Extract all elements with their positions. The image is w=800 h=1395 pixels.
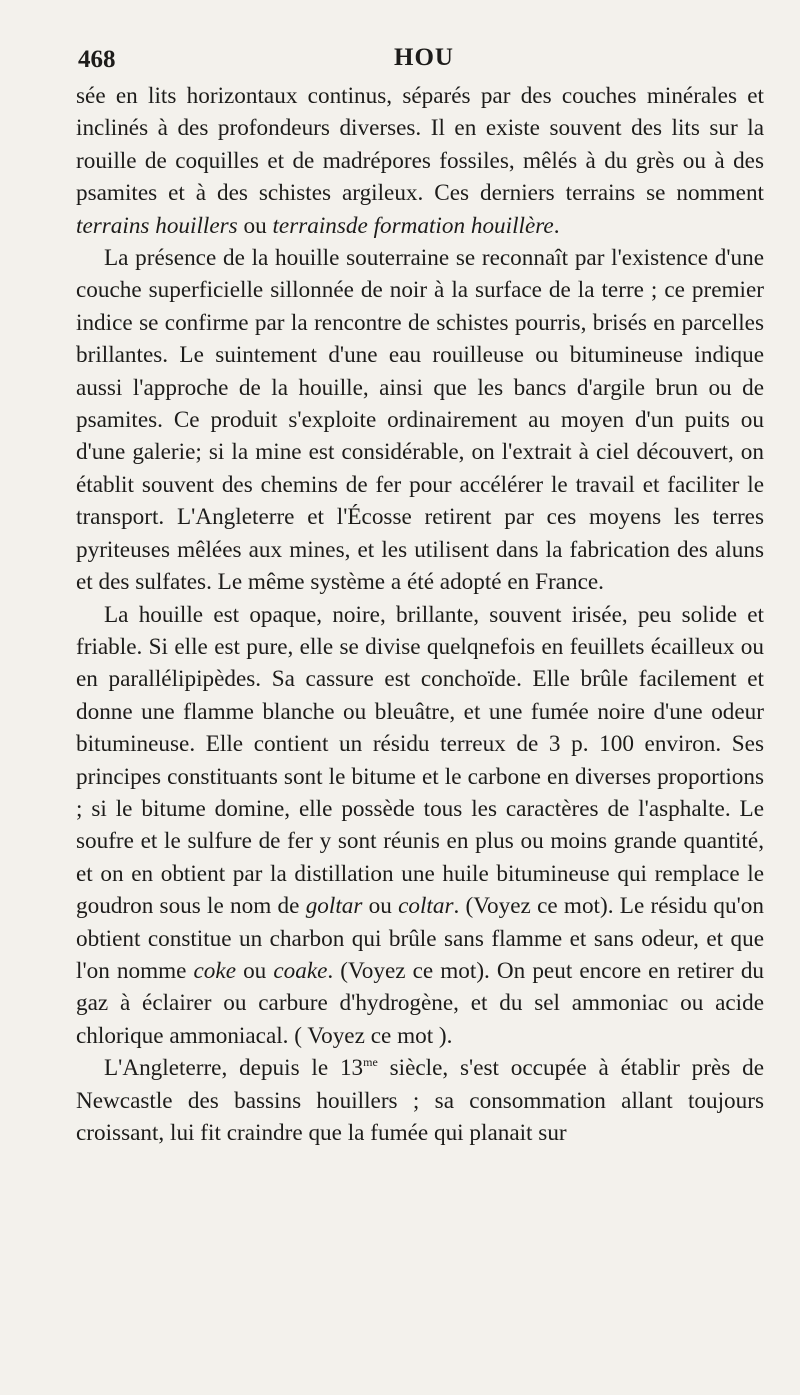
superscript: me	[363, 1055, 378, 1070]
body-text	[76, 80, 764, 1149]
text-run: ou	[362, 893, 399, 920]
text-run: . (Voyez ce mot). On peut encore en retirer du gaz à éclairer ou carbure d'hydrogène, et du sel ammoniac ou acide chlorique ammoniacal. ( Voyez ce mot ).	[76, 957, 765, 1049]
italic-term: terrains houillers	[76, 212, 238, 239]
text-run: ou	[236, 957, 274, 984]
text-run: ou	[237, 212, 273, 239]
text-run: La présence de la houille souterraine se reconnaît par l'existence d'une couche superficielle sillonnée de noir à la surface de la terre ; ce premier indice se confirme par la rencontre de schistes pourris, brisés en parcelles brillantes. Le suintement d'une eau rouilleuse ou bitumineuse indique aussi l'approche de la houille, ainsi que les bancs d'argile brun ou de psamites. Ce produit s'exploite ordinairement au moyen d'un puits ou d'une galerie; si la mine est considérable, on l'extrait à ciel découvert, on établit souvent des chemins de fer pour accélérer le travail et faciliter le transport. L'Angleterre et l'Écosse retirent par ces moyens les terres pyriteuses mêlées aux mines, et les utilisent dans la fabrication des aluns et des sulfates. Le même système a été adopté en France.	[76, 245, 764, 596]
paragraph	[76, 80, 764, 242]
italic-term: coake	[273, 957, 328, 984]
text-run: sée en lits horizontaux continus, séparés par des couches minérales et inclinés à des profondeurs diverses. Il en existe souvent des lits sur la rouille de coquilles et de madrépores fossiles, mêlés à du grès ou à des psamites et à des schistes argileux. Ces derniers terrains se nomment	[76, 83, 764, 207]
text-run: .	[553, 212, 560, 239]
paragraph	[76, 599, 764, 1053]
running-title: HOU	[394, 44, 454, 71]
paragraph	[76, 1052, 764, 1149]
text-run: L'Angleterre, depuis le 13	[104, 1055, 364, 1082]
text-run: . (Voyez ce mot). Le résidu qu'on obtient constitue un charbon qui brûle sans flamme et sans odeur, et que l'on nomme	[76, 893, 764, 984]
running-head	[76, 38, 764, 80]
page-number: 468	[78, 46, 116, 73]
italic-term: coltar	[398, 893, 454, 920]
italic-term: terrainsde formation houillère	[272, 212, 554, 239]
paragraph	[76, 242, 764, 598]
text-run: siècle, s'est occupée à établir près de Newcastle des bassins houillers ; sa consommation allant toujours croissant, lui fit craindre que la fumée qui planait sur	[76, 1055, 764, 1146]
text-run: La houille est opaque, noire, brillante, souvent irisée, peu solide et friable. Si elle est pure, elle se divise quelqnefois en feuillets écailleux ou en parallélipipèdes. Sa cassure est conchoïde. Elle brûle facilement et donne une flamme blanche ou bleuâtre, et une fumée noire d'une odeur bitumineuse. Elle contient un résidu terreux de 3 p. 100 environ. Ses principes constituants sont le bitume et le carbone en diverses proportions ; si le bitume domine, elle possède tous les caractères de l'asphalte. Le soufre et le sulfure de fer y sont réunis en plus ou moins grande quantité, et on en obtient par la distillation une huile bitumineuse qui remplace le goudron sous le nom de	[76, 601, 764, 920]
italic-term: goltar	[305, 893, 363, 920]
italic-term: coke	[193, 957, 236, 984]
